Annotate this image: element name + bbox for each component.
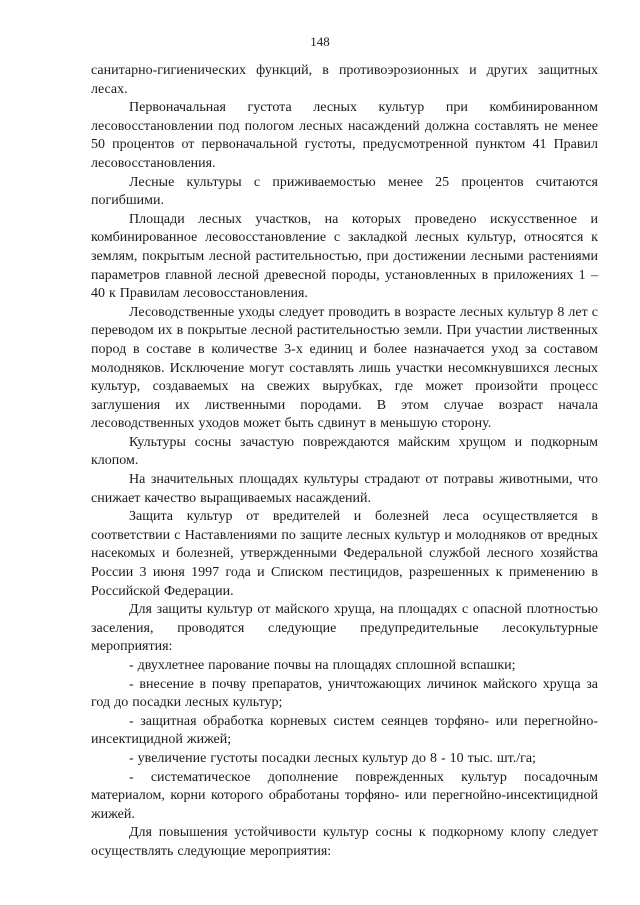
document-body xyxy=(91,62,598,862)
paragraph-bark-bug-measures: Для повышения устойчивости культур сосны к подкорному клопу следует осуществлять следующие мероприятия: xyxy=(91,825,598,859)
paragraph-cockchafer-measures: Для защиты культур от майского хруща, на площадях с опасной плотностью заселения, проводятся следующие предупредительные лесокультурные мероприятия: xyxy=(91,602,598,655)
paragraph-pine-damage: Культуры сосны зачастую повреждаются майским хрущом и подкорным клопом. xyxy=(91,434,598,469)
paragraph-pest-protection: Защита культур от вредителей и болезней леса осуществляется в соответствии с Наставлениями по защите лесных культур и молодняков от вредных насекомых и болезней, утвержденными Федеральной службой лесного хозяйства России 3 июня 1997 года и Списком пестицидов, разрешенных к применению в Российской Федерации. xyxy=(91,509,598,599)
list-item: - защитная обработка корневых систем сеянцев торфяно- или перегнойно-инсектицидной жижей; xyxy=(91,713,598,748)
paragraph-survival-rate: Лесные культуры с приживаемостью менее 25 процентов считаются погибшими. xyxy=(91,174,598,209)
paragraph-initial-density: Первоначальная густота лесных культур при комбинированном лесовосстановлении под пологом лесных насаждений должна составлять не менее 50 процентов от первоначальной густоты, предусмотренной пунктом 41 Правил лесовосстановления. xyxy=(91,100,598,171)
paragraph-continuation: санитарно-гигиенических функций, в противоэрозионных и других защитных лесах. xyxy=(91,63,598,97)
paragraph-silvicultural-care: Лесоводственные уходы следует проводить в возрасте лесных культур 8 лет с переводом их в покрытые лесной растительностью земли. При участии лиственных пород в составе в количестве 3-х единиц и более назначается уход за составом молодняков. Исключение могут составлять лишь участки несомкнувшихся лесных культур, создаваемых на свежих вырубках, где может произойти процесс заглушения их лиственными породами. В этом случае возраст начала лесоводственных уходов может быть сдвинут в меньшую сторону. xyxy=(91,304,598,432)
paragraph-forest-land-areas: Площади лесных участков, на которых проведено искусственное и комбинированное лесовосстановление с закладкой лесных культур, относятся к землям, покрытым лесной растительностью, при достижении лесными растениями параметров главной лесной древесной породы, установленных в приложениях 1 – 40 к Правилам лесовосстановления. xyxy=(91,211,598,302)
list-item: - внесение в почву препаратов, уничтожающих личинок майского хруща за год до посадки лесных культур; xyxy=(91,676,598,711)
list-item: - систематическое дополнение поврежденных культур посадочным материалом, корни которого обработаны торфяно- или перегнойно-инсектицидной жижей. xyxy=(91,769,598,822)
list-item: - увеличение густоты посадки лесных культур до 8 - 10 тыс. шт./га; xyxy=(129,750,536,766)
page-number: 148 xyxy=(310,34,330,49)
list-item: - двухлетнее парование почвы на площадях сплошной вспашки; xyxy=(129,658,516,673)
paragraph-animal-damage: На значительных площадях культуры страдают от потравы животными, что снижает качество выращиваемых насаждений. xyxy=(91,472,598,506)
